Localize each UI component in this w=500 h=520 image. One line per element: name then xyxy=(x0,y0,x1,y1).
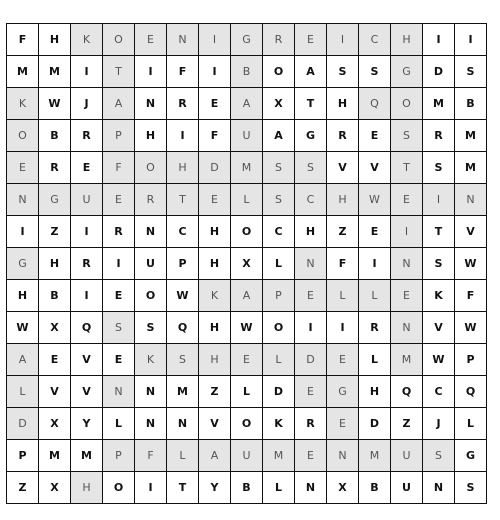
grid-cell[interactable]: Z xyxy=(7,472,39,504)
grid-cell[interactable]: F xyxy=(455,280,487,312)
grid-cell[interactable]: M xyxy=(167,376,199,408)
grid-cell[interactable]: R xyxy=(327,120,359,152)
grid-cell[interactable]: C xyxy=(359,24,391,56)
grid-cell[interactable]: B xyxy=(231,472,263,504)
grid-cell[interactable]: S xyxy=(423,440,455,472)
grid-cell[interactable]: E xyxy=(135,24,167,56)
grid-cell[interactable]: L xyxy=(7,376,39,408)
grid-cell[interactable]: K xyxy=(71,24,103,56)
grid-cell[interactable]: R xyxy=(423,120,455,152)
grid-cell[interactable]: B xyxy=(39,280,71,312)
grid-cell[interactable]: E xyxy=(103,280,135,312)
grid-cell[interactable]: H xyxy=(199,312,231,344)
grid-cell[interactable]: I xyxy=(71,280,103,312)
grid-cell[interactable]: X xyxy=(263,88,295,120)
grid-cell[interactable]: M xyxy=(39,56,71,88)
grid-cell[interactable]: V xyxy=(39,376,71,408)
grid-cell[interactable]: L xyxy=(263,472,295,504)
grid-cell[interactable]: E xyxy=(391,184,423,216)
grid-cell[interactable]: Q xyxy=(391,376,423,408)
grid-cell[interactable]: S xyxy=(295,152,327,184)
grid-cell[interactable]: Z xyxy=(327,216,359,248)
grid-cell[interactable]: P xyxy=(167,248,199,280)
grid-cell[interactable]: E xyxy=(7,152,39,184)
grid-cell[interactable]: N xyxy=(391,312,423,344)
grid-cell[interactable]: H xyxy=(199,344,231,376)
grid-cell[interactable]: B xyxy=(359,472,391,504)
grid-cell[interactable]: H xyxy=(327,184,359,216)
grid-cell[interactable]: I xyxy=(199,24,231,56)
grid-cell[interactable]: L xyxy=(455,408,487,440)
grid-cell[interactable]: R xyxy=(71,248,103,280)
grid-cell[interactable]: R xyxy=(263,24,295,56)
grid-cell[interactable]: E xyxy=(327,408,359,440)
grid-cell[interactable]: I xyxy=(7,216,39,248)
grid-cell[interactable]: R xyxy=(295,408,327,440)
grid-cell[interactable]: G xyxy=(327,376,359,408)
grid-cell[interactable]: S xyxy=(135,312,167,344)
grid-cell[interactable]: M xyxy=(39,440,71,472)
grid-cell[interactable]: N xyxy=(295,472,327,504)
grid-cell[interactable]: A xyxy=(199,440,231,472)
word-search-grid xyxy=(6,23,487,504)
grid-cell[interactable]: H xyxy=(71,472,103,504)
grid-cell[interactable]: N xyxy=(167,408,199,440)
grid-cell[interactable]: T xyxy=(103,56,135,88)
grid-cell[interactable]: T xyxy=(423,216,455,248)
grid-cell[interactable]: A xyxy=(7,344,39,376)
grid-cell[interactable]: I xyxy=(423,24,455,56)
grid-cell[interactable]: G xyxy=(7,248,39,280)
grid-cell[interactable]: A xyxy=(295,56,327,88)
grid-cell[interactable]: S xyxy=(263,152,295,184)
grid-cell[interactable]: U xyxy=(391,440,423,472)
grid-cell[interactable]: S xyxy=(391,120,423,152)
grid-cell[interactable]: G xyxy=(39,184,71,216)
grid-cell[interactable]: S xyxy=(455,56,487,88)
grid-cell[interactable]: F xyxy=(103,152,135,184)
grid-cell[interactable]: N xyxy=(295,248,327,280)
grid-cell[interactable]: X xyxy=(39,312,71,344)
grid-cell[interactable]: F xyxy=(167,56,199,88)
grid-cell[interactable]: D xyxy=(423,56,455,88)
grid-cell[interactable]: N xyxy=(135,408,167,440)
grid-cell[interactable]: F xyxy=(7,24,39,56)
grid-cell[interactable]: H xyxy=(39,248,71,280)
grid-cell[interactable]: K xyxy=(263,408,295,440)
grid-cell[interactable]: L xyxy=(231,184,263,216)
grid-cell[interactable]: R xyxy=(39,152,71,184)
grid-cell[interactable]: Z xyxy=(199,376,231,408)
grid-cell[interactable]: G xyxy=(231,24,263,56)
grid-cell[interactable]: F xyxy=(199,120,231,152)
grid-cell[interactable]: V xyxy=(71,344,103,376)
grid-cell[interactable]: H xyxy=(327,88,359,120)
grid-cell[interactable]: T xyxy=(167,184,199,216)
grid-cell[interactable]: S xyxy=(167,344,199,376)
grid-cell[interactable]: S xyxy=(327,56,359,88)
grid-cell[interactable]: D xyxy=(7,408,39,440)
grid-cell[interactable]: D xyxy=(263,376,295,408)
grid-cell[interactable]: R xyxy=(135,184,167,216)
grid-cell[interactable]: E xyxy=(295,376,327,408)
grid-cell[interactable]: H xyxy=(359,376,391,408)
grid-cell[interactable]: W xyxy=(167,280,199,312)
grid-cell[interactable]: K xyxy=(199,280,231,312)
grid-cell[interactable]: J xyxy=(71,88,103,120)
grid-cell[interactable]: I xyxy=(71,216,103,248)
grid-cell[interactable]: X xyxy=(231,248,263,280)
grid-cell[interactable]: O xyxy=(263,312,295,344)
grid-cell[interactable]: N xyxy=(423,472,455,504)
grid-cell[interactable]: L xyxy=(103,408,135,440)
grid-cell[interactable]: O xyxy=(135,152,167,184)
grid-cell[interactable]: C xyxy=(295,184,327,216)
grid-cell[interactable]: K xyxy=(7,88,39,120)
grid-cell[interactable]: E xyxy=(71,152,103,184)
grid-cell[interactable]: H xyxy=(39,24,71,56)
grid-cell[interactable]: V xyxy=(455,216,487,248)
grid-cell[interactable]: Q xyxy=(167,312,199,344)
grid-cell[interactable]: H xyxy=(167,152,199,184)
grid-cell[interactable]: N xyxy=(135,376,167,408)
grid-cell[interactable]: O xyxy=(103,24,135,56)
grid-cell[interactable]: V xyxy=(359,152,391,184)
grid-cell[interactable]: J xyxy=(423,408,455,440)
grid-cell[interactable]: M xyxy=(7,56,39,88)
grid-cell[interactable]: U xyxy=(135,248,167,280)
grid-cell[interactable]: H xyxy=(295,216,327,248)
grid-cell[interactable]: S xyxy=(263,184,295,216)
grid-cell[interactable]: I xyxy=(135,56,167,88)
grid-cell[interactable]: L xyxy=(167,440,199,472)
grid-cell[interactable]: I xyxy=(455,24,487,56)
grid-cell[interactable]: N xyxy=(455,184,487,216)
grid-cell[interactable]: W xyxy=(455,312,487,344)
grid-cell[interactable]: Q xyxy=(455,376,487,408)
grid-cell[interactable]: W xyxy=(39,88,71,120)
grid-cell[interactable]: D xyxy=(199,152,231,184)
grid-cell[interactable]: S xyxy=(359,56,391,88)
grid-cell[interactable]: O xyxy=(103,472,135,504)
grid-cell[interactable]: O xyxy=(391,88,423,120)
grid-cell[interactable]: R xyxy=(103,216,135,248)
grid-cell[interactable]: E xyxy=(359,120,391,152)
grid-cell[interactable]: U xyxy=(231,440,263,472)
grid-cell[interactable]: N xyxy=(391,248,423,280)
grid-cell[interactable]: V xyxy=(199,408,231,440)
grid-cell[interactable]: S xyxy=(423,248,455,280)
grid-cell[interactable]: O xyxy=(7,120,39,152)
grid-cell[interactable]: U xyxy=(71,184,103,216)
grid-cell[interactable]: C xyxy=(263,216,295,248)
grid-cell[interactable]: T xyxy=(295,88,327,120)
grid-cell[interactable]: C xyxy=(167,216,199,248)
grid-cell[interactable]: I xyxy=(295,312,327,344)
grid-cell[interactable]: E xyxy=(327,344,359,376)
grid-cell[interactable]: T xyxy=(391,152,423,184)
grid-cell[interactable]: T xyxy=(167,472,199,504)
grid-cell[interactable]: D xyxy=(295,344,327,376)
grid-cell[interactable]: N xyxy=(327,440,359,472)
grid-cell[interactable]: M xyxy=(423,88,455,120)
grid-cell[interactable]: L xyxy=(359,280,391,312)
grid-cell[interactable]: P xyxy=(103,440,135,472)
grid-cell[interactable]: H xyxy=(135,120,167,152)
grid-cell[interactable]: W xyxy=(359,184,391,216)
grid-cell[interactable]: Q xyxy=(71,312,103,344)
grid-cell[interactable]: B xyxy=(231,56,263,88)
grid-cell[interactable]: I xyxy=(167,120,199,152)
grid-cell[interactable]: U xyxy=(391,472,423,504)
grid-cell[interactable]: F xyxy=(327,248,359,280)
grid-cell[interactable]: O xyxy=(231,408,263,440)
grid-cell[interactable]: M xyxy=(263,440,295,472)
grid-cell[interactable]: P xyxy=(455,344,487,376)
grid-cell[interactable]: G xyxy=(295,120,327,152)
grid-cell[interactable]: N xyxy=(135,88,167,120)
grid-cell[interactable]: V xyxy=(71,376,103,408)
grid-cell[interactable]: X xyxy=(327,472,359,504)
grid-cell[interactable]: I xyxy=(327,24,359,56)
grid-cell[interactable]: I xyxy=(199,56,231,88)
grid-cell[interactable]: H xyxy=(199,248,231,280)
grid-cell[interactable]: S xyxy=(103,312,135,344)
grid-cell[interactable]: E xyxy=(103,184,135,216)
grid-cell[interactable]: M xyxy=(455,152,487,184)
grid-cell[interactable]: S xyxy=(455,472,487,504)
grid-cell[interactable]: A xyxy=(103,88,135,120)
grid-cell[interactable]: N xyxy=(167,24,199,56)
grid-cell[interactable]: M xyxy=(71,440,103,472)
grid-cell[interactable]: H xyxy=(7,280,39,312)
grid-cell[interactable]: L xyxy=(263,248,295,280)
grid-cell[interactable]: N xyxy=(135,216,167,248)
grid-cell[interactable]: I xyxy=(391,216,423,248)
grid-cell[interactable]: C xyxy=(423,376,455,408)
grid-cell[interactable]: O xyxy=(231,216,263,248)
grid-cell[interactable]: W xyxy=(7,312,39,344)
grid-cell[interactable]: G xyxy=(391,56,423,88)
grid-cell[interactable]: S xyxy=(423,152,455,184)
grid-cell[interactable]: E xyxy=(391,280,423,312)
grid-cell[interactable]: Y xyxy=(71,408,103,440)
grid-cell[interactable]: Y xyxy=(199,472,231,504)
grid-cell[interactable]: E xyxy=(295,280,327,312)
grid-cell[interactable]: R xyxy=(71,120,103,152)
grid-cell[interactable]: D xyxy=(359,408,391,440)
grid-cell[interactable]: R xyxy=(359,312,391,344)
grid-cell[interactable]: M xyxy=(391,344,423,376)
grid-cell[interactable]: A xyxy=(231,280,263,312)
grid-cell[interactable]: A xyxy=(263,120,295,152)
grid-cell[interactable]: O xyxy=(135,280,167,312)
grid-cell[interactable]: H xyxy=(391,24,423,56)
grid-cell[interactable]: X xyxy=(39,408,71,440)
grid-cell[interactable]: W xyxy=(231,312,263,344)
grid-cell[interactable]: L xyxy=(359,344,391,376)
grid-cell[interactable]: G xyxy=(455,440,487,472)
grid-cell[interactable]: P xyxy=(103,120,135,152)
grid-cell[interactable]: E xyxy=(199,88,231,120)
grid-cell[interactable]: I xyxy=(135,472,167,504)
grid-cell[interactable]: Q xyxy=(359,88,391,120)
grid-cell[interactable]: M xyxy=(359,440,391,472)
grid-cell[interactable]: I xyxy=(327,312,359,344)
grid-cell[interactable]: E xyxy=(231,344,263,376)
grid-cell[interactable]: L xyxy=(327,280,359,312)
grid-cell[interactable]: E xyxy=(199,184,231,216)
grid-cell[interactable]: U xyxy=(231,120,263,152)
grid-cell[interactable]: B xyxy=(39,120,71,152)
grid-cell[interactable]: I xyxy=(423,184,455,216)
grid-cell[interactable]: E xyxy=(295,440,327,472)
grid-cell[interactable]: O xyxy=(263,56,295,88)
grid-cell[interactable]: M xyxy=(231,152,263,184)
grid-cell[interactable]: H xyxy=(199,216,231,248)
grid-cell[interactable]: P xyxy=(7,440,39,472)
grid-cell[interactable]: F xyxy=(135,440,167,472)
grid-cell[interactable]: R xyxy=(167,88,199,120)
grid-cell[interactable]: X xyxy=(39,472,71,504)
grid-cell[interactable]: Z xyxy=(391,408,423,440)
grid-cell[interactable]: W xyxy=(423,344,455,376)
grid-cell[interactable]: E xyxy=(39,344,71,376)
grid-cell[interactable]: I xyxy=(103,248,135,280)
grid-cell[interactable]: E xyxy=(103,344,135,376)
grid-cell[interactable]: E xyxy=(295,24,327,56)
grid-cell[interactable]: L xyxy=(263,344,295,376)
grid-cell[interactable]: P xyxy=(263,280,295,312)
grid-cell[interactable]: K xyxy=(423,280,455,312)
grid-cell[interactable]: V xyxy=(327,152,359,184)
grid-cell[interactable]: N xyxy=(7,184,39,216)
grid-cell[interactable]: I xyxy=(359,248,391,280)
grid-cell[interactable]: N xyxy=(103,376,135,408)
grid-cell[interactable]: W xyxy=(455,248,487,280)
grid-cell[interactable]: V xyxy=(423,312,455,344)
grid-cell[interactable]: M xyxy=(455,120,487,152)
grid-cell[interactable]: I xyxy=(71,56,103,88)
grid-cell[interactable]: K xyxy=(135,344,167,376)
grid-cell[interactable]: E xyxy=(359,216,391,248)
grid-cell[interactable]: A xyxy=(231,88,263,120)
grid-cell[interactable]: L xyxy=(231,376,263,408)
grid-cell[interactable]: Z xyxy=(39,216,71,248)
grid-cell[interactable]: B xyxy=(455,88,487,120)
